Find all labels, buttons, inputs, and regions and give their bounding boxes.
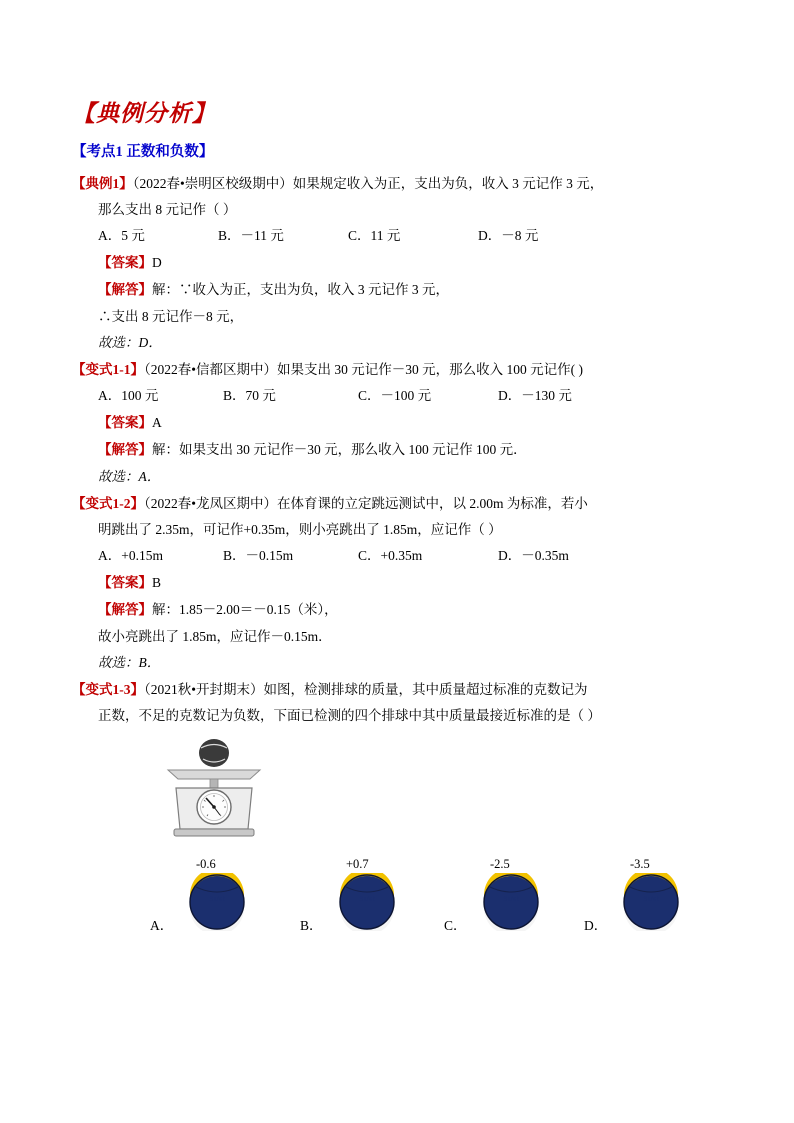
problem-4-label: 【变式1-3】: [72, 682, 144, 698]
problem-3-option-a[interactable]: A．+0.15m: [98, 547, 163, 563]
volleyball-label-b: B．: [300, 918, 323, 934]
volleyball-option-a[interactable]: [150, 857, 280, 936]
problem-2-option-a[interactable]: A．100 元: [98, 388, 159, 404]
volleyball-row: [72, 857, 724, 967]
problem-1-answer: [72, 252, 724, 275]
problem-1-stem-text: （2022春•崇明区校级期中）如果规定收入为正，支出为负，收入 3 元记作 3 元，: [132, 176, 604, 191]
problem-2-option-b[interactable]: B．70 元: [223, 388, 276, 404]
answer-value: A: [152, 415, 162, 431]
problem-1-option-d[interactable]: D．－8 元: [478, 227, 539, 243]
problem-2-answer: [72, 412, 724, 435]
problem-3-option-b[interactable]: B．－0.15m: [223, 547, 294, 563]
figure-region: [72, 737, 724, 967]
problem-3-solution-line-3: 故选：B．: [98, 655, 161, 671]
answer-tag: 【答案】: [98, 254, 152, 270]
solution-text: 解：∵收入为正，支出为负，收入 3 元记作 3 元，: [152, 281, 449, 297]
problem-1-stem: [72, 173, 724, 195]
problem-3-label: 【变式1-2】: [72, 496, 144, 512]
solution-text: 解：如果支出 30 元记作－30 元，那么收入 100 元记作 100 元．: [152, 442, 527, 458]
volleyball-value-c: -2.5: [490, 857, 510, 872]
svg-text:STAR: STAR: [359, 897, 375, 904]
problem-3-answer: [72, 572, 724, 595]
problem-1-stem2: 那么支出 8 元记作（ ）: [98, 201, 237, 217]
problem-2-stem-text: （2022春•信都区期中）如果支出 30 元记作－30 元，那么收入 100 元记作( ): [144, 362, 583, 378]
solution-tag: 【解答】: [98, 281, 152, 297]
solution-text: 解：1.85－2.00＝－0.15（米），: [152, 601, 338, 617]
topic-heading: 【考点1 正数和负数】: [72, 144, 214, 160]
problem-2-solution-line-2: 故选：A．: [98, 469, 161, 485]
problem-1-options: [72, 225, 724, 248]
volleyball-icon: [622, 873, 680, 931]
volleyball-value-b: +0.7: [346, 857, 369, 872]
problem-4: [72, 679, 724, 727]
problem-3-solution-line-2: 故小亮跳出了 1.85m，应记作－0.15m．: [98, 628, 332, 644]
volleyball-icon: [188, 873, 246, 931]
problem-1-label: 【典例1】: [72, 176, 133, 191]
problem-2-options: [72, 385, 724, 408]
problem-3: [72, 493, 724, 675]
problem-3-stem2: 明跳出了 2.35m，可记作+0.35m，则小亮跳出了 1.85m，应记作（ ）: [98, 521, 502, 537]
svg-text:STAR: STAR: [643, 897, 659, 904]
page-title: 【典例分析】: [72, 101, 216, 126]
problem-4-stem-text: （2021秋•开封期末）如图，检测排球的质量，其中质量超过标准的克数记为: [144, 682, 588, 698]
problem-1-option-b[interactable]: B．－11 元: [218, 227, 284, 243]
volleyball-value-a: -0.6: [196, 857, 216, 872]
problem-3-option-d[interactable]: D．－0.35m: [498, 547, 569, 563]
volleyball-option-c[interactable]: [444, 857, 574, 936]
volleyball-option-d[interactable]: [584, 857, 714, 936]
problem-4-stem: [72, 679, 724, 701]
answer-tag: 【答案】: [98, 574, 152, 590]
problem-1-solution-line-3: 故选：D．: [98, 335, 162, 351]
problem-2-option-d[interactable]: D．－130 元: [498, 388, 572, 404]
volleyball-label-d: D．: [584, 918, 608, 934]
problem-3-stem: [72, 493, 724, 515]
svg-text:STAR: STAR: [503, 897, 519, 904]
problem-3-option-c[interactable]: C．+0.35m: [358, 547, 423, 563]
scale-icon: [154, 737, 274, 842]
problem-1-option-a[interactable]: A．5 元: [98, 227, 145, 243]
solution-tag: 【解答】: [98, 442, 152, 458]
problem-1-solution-line-1: [72, 279, 724, 302]
answer-tag: 【答案】: [98, 415, 152, 431]
problem-1-option-c[interactable]: C．11 元: [348, 227, 401, 243]
problem-4-stem2: 正数，不足的克数记为负数，下面已检测的四个排球中其中质量最接近标准的是（ ）: [98, 708, 601, 724]
volleyball-label-c: C．: [444, 918, 467, 934]
problem-2-solution-line-1: [72, 439, 724, 462]
volleyball-icon: [338, 873, 396, 931]
problem-3-options: [72, 545, 724, 568]
solution-tag: 【解答】: [98, 601, 152, 617]
problem-1-solution-line-2: ∴支出 8 元记作－8 元，: [98, 308, 244, 324]
problem-2-label: 【变式1-1】: [72, 362, 144, 378]
answer-value: D: [152, 254, 162, 270]
volleyball-option-b[interactable]: [300, 857, 430, 936]
problem-2-option-c[interactable]: C．－100 元: [358, 388, 432, 404]
problem-2-stem: [72, 359, 724, 381]
volleyball-icon: [482, 873, 540, 931]
volleyball-value-d: -3.5: [630, 857, 650, 872]
problem-2: [72, 359, 724, 489]
problem-3-solution-line-1: [72, 599, 724, 622]
answer-value: B: [152, 574, 162, 590]
svg-text:STAR: STAR: [209, 897, 225, 904]
problem-3-stem-text: （2022春•龙凤区期中）在体育课的立定跳远测试中，以 2.00m 为标准，若小: [144, 496, 588, 512]
volleyball-label-a: A．: [150, 918, 174, 934]
problem-1: [72, 173, 724, 355]
